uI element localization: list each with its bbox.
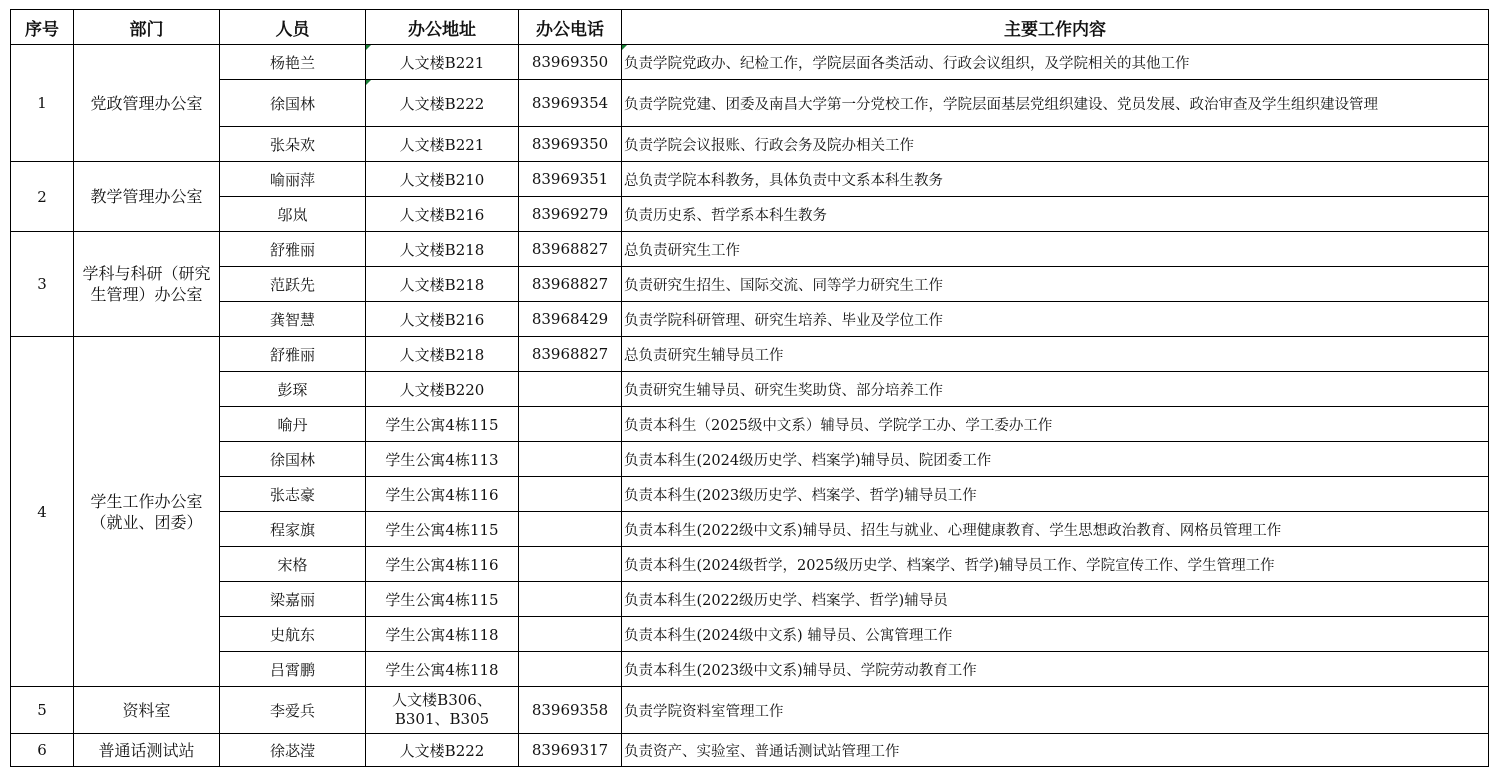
person-cell: 彭琛 xyxy=(220,372,366,407)
dept-cell: 普通话测试站 xyxy=(74,734,220,767)
phone-cell xyxy=(519,582,622,617)
work-cell: 负责本科生(2022级中文系)辅导员、招生与就业、心理健康教育、学生思想政治教育、网格员管理工作 xyxy=(622,512,1489,547)
phone-cell: 83969279 xyxy=(519,197,622,232)
table-row xyxy=(11,652,1489,687)
phone-cell xyxy=(519,372,622,407)
phone-cell: 83968827 xyxy=(519,337,622,372)
table-row xyxy=(11,45,1489,80)
header-address: 办公地址 xyxy=(366,10,519,45)
person-cell: 舒雅丽 xyxy=(220,232,366,267)
address-cell: 人文楼B216 xyxy=(366,302,519,337)
table-row xyxy=(11,80,1489,127)
work-cell: 负责学院党建、团委及南昌大学第一分党校工作，学院层面基层党组织建设、党员发展、政治审查及学生组织建设管理 xyxy=(622,80,1489,127)
table-row xyxy=(11,337,1489,372)
address-cell: 学生公寓4栋115 xyxy=(366,512,519,547)
work-cell: 负责本科生(2022级历史学、档案学、哲学)辅导员 xyxy=(622,582,1489,617)
phone-cell: 83969350 xyxy=(519,127,622,162)
person-cell: 李爱兵 xyxy=(220,687,366,734)
table-row xyxy=(11,617,1489,652)
header-person: 人员 xyxy=(220,10,366,45)
table-row xyxy=(11,442,1489,477)
seq-cell: 6 xyxy=(11,734,74,767)
person-cell: 龚智慧 xyxy=(220,302,366,337)
seq-cell: 4 xyxy=(11,337,74,687)
address-cell: 学生公寓4栋115 xyxy=(366,407,519,442)
work-cell: 总负责研究生辅导员工作 xyxy=(622,337,1489,372)
work-cell: 负责学院科研管理、研究生培养、毕业及学位工作 xyxy=(622,302,1489,337)
address-cell: 人文楼B222 xyxy=(366,734,519,767)
table-row xyxy=(11,512,1489,547)
table-row xyxy=(11,232,1489,267)
address-cell: 人文楼B222 xyxy=(366,80,519,127)
person-cell: 张志豪 xyxy=(220,477,366,512)
table-row xyxy=(11,687,1489,734)
work-cell: 负责学院党政办、纪检工作，学院层面各类活动、行政会议组织，及学院相关的其他工作 xyxy=(622,45,1489,80)
table-row xyxy=(11,477,1489,512)
phone-cell: 83968429 xyxy=(519,302,622,337)
dept-cell: 学科与科研（研究生管理）办公室 xyxy=(74,232,220,337)
work-cell: 负责本科生(2024级中文系) 辅导员、公寓管理工作 xyxy=(622,617,1489,652)
header-seq: 序号 xyxy=(11,10,74,45)
seq-cell: 2 xyxy=(11,162,74,232)
phone-cell xyxy=(519,547,622,582)
header-phone: 办公电话 xyxy=(519,10,622,45)
person-cell: 喻丹 xyxy=(220,407,366,442)
table-row xyxy=(11,267,1489,302)
table-row xyxy=(11,302,1489,337)
work-cell: 总负责研究生工作 xyxy=(622,232,1489,267)
address-cell: 人文楼B218 xyxy=(366,337,519,372)
person-cell: 舒雅丽 xyxy=(220,337,366,372)
address-cell: 学生公寓4栋113 xyxy=(366,442,519,477)
seq-cell: 3 xyxy=(11,232,74,337)
address-cell: 人文楼B210 xyxy=(366,162,519,197)
seq-cell: 1 xyxy=(11,45,74,162)
work-cell: 负责研究生招生、国际交流、同等学力研究生工作 xyxy=(622,267,1489,302)
work-cell: 总负责学院本科教务，具体负责中文系本科生教务 xyxy=(622,162,1489,197)
work-cell: 负责研究生辅导员、研究生奖助贷、部分培养工作 xyxy=(622,372,1489,407)
phone-cell: 83969351 xyxy=(519,162,622,197)
person-cell: 范跃先 xyxy=(220,267,366,302)
table-row xyxy=(11,372,1489,407)
work-cell: 负责本科生(2023级中文系)辅导员、学院劳动教育工作 xyxy=(622,652,1489,687)
person-cell: 杨艳兰 xyxy=(220,45,366,80)
table-row xyxy=(11,582,1489,617)
header-row xyxy=(11,10,1489,45)
dept-cell: 资料室 xyxy=(74,687,220,734)
address-cell: 人文楼B216 xyxy=(366,197,519,232)
phone-cell xyxy=(519,617,622,652)
address-cell: 人文楼B220 xyxy=(366,372,519,407)
phone-cell xyxy=(519,652,622,687)
person-cell: 宋格 xyxy=(220,547,366,582)
phone-cell xyxy=(519,442,622,477)
work-cell: 负责历史系、哲学系本科生教务 xyxy=(622,197,1489,232)
person-cell: 史航东 xyxy=(220,617,366,652)
address-cell: 学生公寓4栋115 xyxy=(366,582,519,617)
phone-cell xyxy=(519,477,622,512)
phone-cell: 83968827 xyxy=(519,232,622,267)
address-cell: 人文楼B218 xyxy=(366,267,519,302)
dept-cell: 党政管理办公室 xyxy=(74,45,220,162)
phone-cell: 83968827 xyxy=(519,267,622,302)
table-row xyxy=(11,547,1489,582)
work-cell: 负责资产、实验室、普通话测试站管理工作 xyxy=(622,734,1489,767)
dept-cell: 学生工作办公室（就业、团委） xyxy=(74,337,220,687)
person-cell: 徐国林 xyxy=(220,80,366,127)
table-row xyxy=(11,162,1489,197)
work-cell: 负责本科生(2024级历史学、档案学)辅导员、院团委工作 xyxy=(622,442,1489,477)
table-row xyxy=(11,197,1489,232)
header-work: 主要工作内容 xyxy=(622,10,1489,45)
phone-cell: 83969317 xyxy=(519,734,622,767)
header-dept: 部门 xyxy=(74,10,220,45)
address-cell: 学生公寓4栋118 xyxy=(366,652,519,687)
person-cell: 张朵欢 xyxy=(220,127,366,162)
phone-cell: 83969350 xyxy=(519,45,622,80)
person-cell: 喻丽萍 xyxy=(220,162,366,197)
table-row xyxy=(11,127,1489,162)
work-cell: 负责学院资料室管理工作 xyxy=(622,687,1489,734)
work-cell: 负责学院会议报账、行政会务及院办相关工作 xyxy=(622,127,1489,162)
work-cell: 负责本科生(2023级历史学、档案学、哲学)辅导员工作 xyxy=(622,477,1489,512)
address-cell: 学生公寓4栋116 xyxy=(366,477,519,512)
work-cell: 负责本科生(2024级哲学，2025级历史学、档案学、哲学)辅导员工作、学院宣传工作、学生管理工作 xyxy=(622,547,1489,582)
phone-cell: 83969358 xyxy=(519,687,622,734)
seq-cell: 5 xyxy=(11,687,74,734)
work-cell: 负责本科生（2025级中文系）辅导员、学院学工办、学工委办工作 xyxy=(622,407,1489,442)
address-cell: 人文楼B221 xyxy=(366,127,519,162)
address-cell: 人文楼B218 xyxy=(366,232,519,267)
address-cell: 学生公寓4栋116 xyxy=(366,547,519,582)
table-row xyxy=(11,734,1489,767)
address-cell: 学生公寓4栋118 xyxy=(366,617,519,652)
address-cell: 人文楼B221 xyxy=(366,45,519,80)
person-cell: 程家旗 xyxy=(220,512,366,547)
person-cell: 徐国林 xyxy=(220,442,366,477)
dept-cell: 教学管理办公室 xyxy=(74,162,220,232)
person-cell: 梁嘉丽 xyxy=(220,582,366,617)
phone-cell xyxy=(519,407,622,442)
address-cell: 人文楼B306、B301、B305 xyxy=(366,687,519,734)
staff-table xyxy=(10,9,1489,767)
person-cell: 吕霄鹏 xyxy=(220,652,366,687)
person-cell: 邬岚 xyxy=(220,197,366,232)
person-cell: 徐苾滢 xyxy=(220,734,366,767)
phone-cell: 83969354 xyxy=(519,80,622,127)
table-row xyxy=(11,407,1489,442)
phone-cell xyxy=(519,512,622,547)
